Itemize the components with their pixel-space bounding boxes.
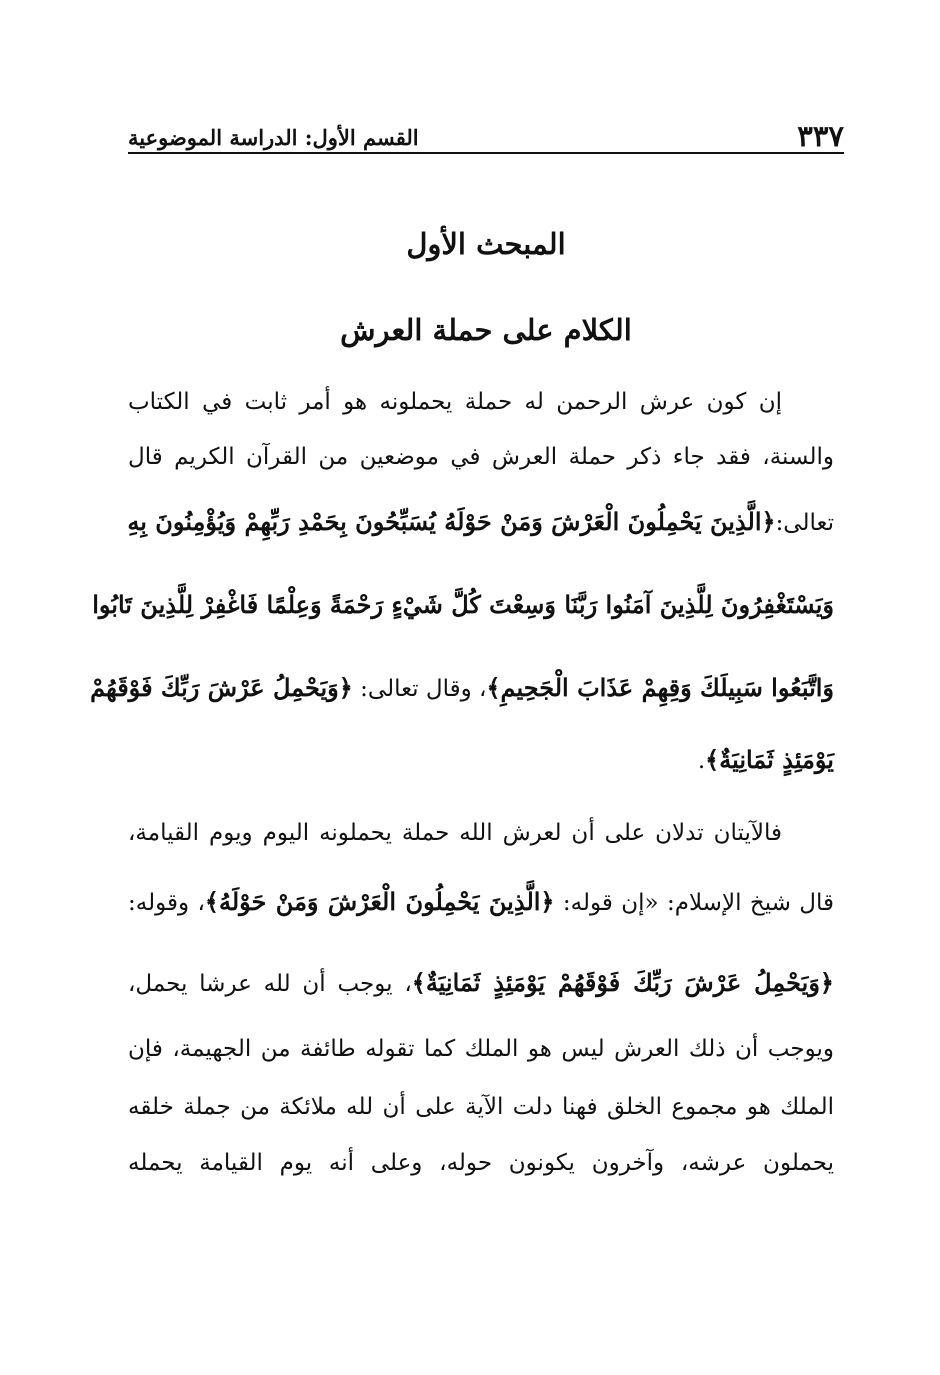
paragraph2-line2-suffix: ، وقوله: [128, 890, 205, 916]
quran-verse-text: ﴿وَيَحْمِلُ عَرْشَ رَبِّكَ فَوْقَهُمْ يَوْمَئِذٍ ثَمَانِيَةٌ﴾ [411, 968, 834, 997]
page-header [128, 112, 844, 152]
quran-verse-text: ﴿الَّذِينَ يَحْمِلُونَ الْعَرْشَ وَمَنْ حَوْلَهُ﴾ [204, 887, 555, 916]
paragraph2-line3-suffix: ، يوجب أن لله عرشا يحمل، [128, 971, 412, 997]
paragraph1-line5-middle: ، وقال تعالى: [360, 676, 487, 702]
paragraph2-line5: الملك هو مجموع الخلق فهنا دلت الآية على أن لله ملائكة من جملة خلقه [128, 1094, 834, 1120]
quran-verse-text: ﴿الَّذِينَ يَحْمِلُونَ الْعَرْشَ وَمَنْ حَوْلَهُ يُسَبِّحُونَ بِحَمْدِ رَبِّهِمْ وَيُؤْمِنُونَ بِهِ [127, 507, 776, 536]
header-divider [128, 152, 844, 154]
running-title: القسم الأول: الدراسة الموضوعية [128, 125, 419, 150]
paragraph2-line1: فالآيتان تدلان على أن لعرش الله حملة يحملونه اليوم ويوم القيامة، [128, 820, 782, 846]
paragraph1-line3-prefix: تعالى: [775, 510, 834, 536]
quran-verse-text: يَوْمَئِذٍ ثَمَانِيَةٌ﴾ [705, 745, 834, 774]
quran-verse-text: وَيَسْتَغْفِرُونَ لِلَّذِينَ آمَنُوا رَبَّنَا وَسِعْتَ كُلَّ شَيْءٍ رَحْمَةً وَعِلْمًا فَاغْفِرْ لِلَّذِينَ تَابُوا [92, 590, 834, 619]
paragraph2-line6: يحملون عرشه، وآخرون يكونون حوله، وعلى أنه يوم القيامة يحمله [128, 1150, 834, 1176]
paragraph1-line1: إن كون عرش الرحمن له حملة يحملونه هو أمر ثابت في الكتاب [128, 389, 782, 415]
paragraph2-line2-prefix: قال شيخ الإسلام: «إن قوله: [562, 890, 835, 916]
page-number: ٣٣٧ [797, 119, 844, 153]
paragraph2-line2 [128, 877, 834, 927]
paragraph1-line4 [92, 580, 834, 630]
quran-verse-text: ﴿وَيَحْمِلُ عَرْشَ رَبِّكَ فَوْقَهُمْ [90, 673, 353, 702]
section-heading: المبحث الأول [406, 227, 566, 261]
paragraph1-line3 [128, 497, 834, 547]
quran-verse-text: وَاتَّبَعُوا سَبِيلَكَ وَقِهِمْ عَذَابَ الْجَحِيمِ﴾ [486, 673, 834, 702]
paragraph2-line4: ويوجب أن ذلك العرش ليس هو الملك كما تقوله طائفة من الجهيمة، فإن [128, 1036, 834, 1062]
paragraph1-line6 [128, 735, 834, 785]
paragraph1-line6-suffix: . [697, 748, 706, 774]
paragraph1-line2: والسنة، فقد جاء ذكر حملة العرش في موضعين من القرآن الكريم قال [128, 444, 834, 470]
paragraph1-line5 [90, 663, 834, 713]
chapter-heading: الكلام على حملة العرش [340, 313, 632, 347]
paragraph2-line3 [128, 958, 834, 1008]
